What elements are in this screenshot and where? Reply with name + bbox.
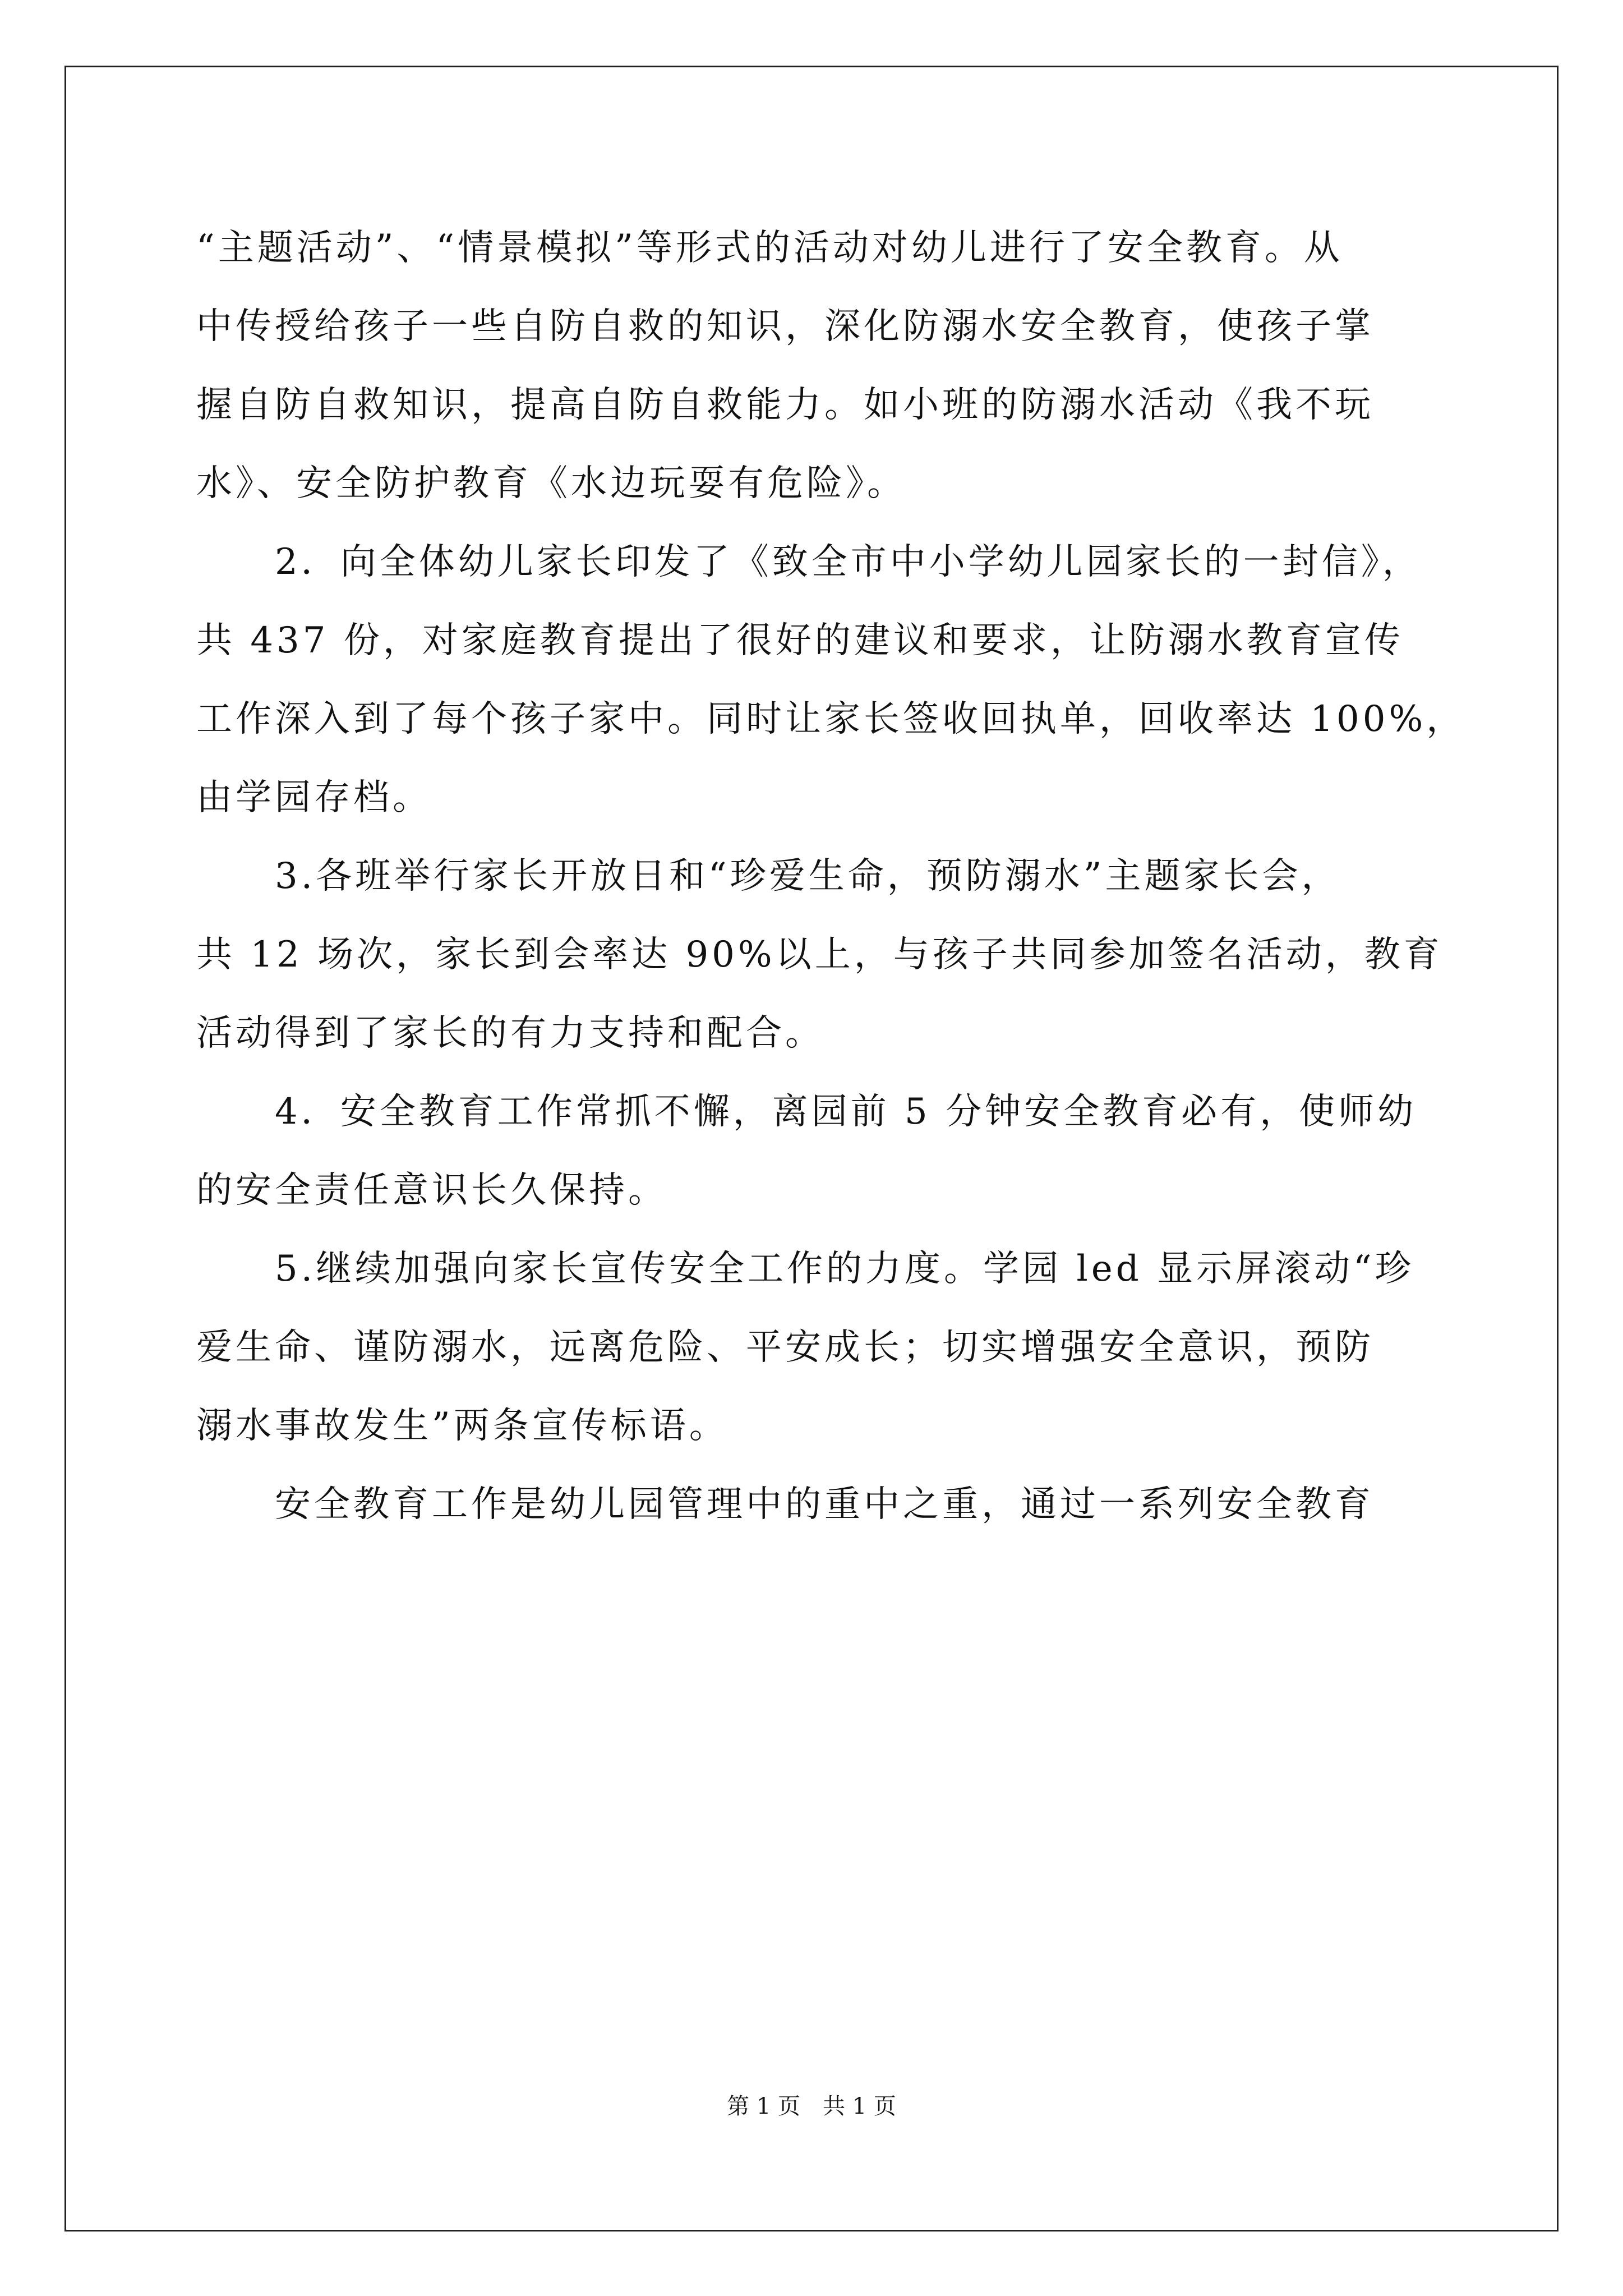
page-number-footer: 第 1 页 共 1 页	[727, 2093, 896, 2119]
text-line: 水》、安全防护教育《水边玩耍有危险》。	[196, 463, 906, 504]
text-line: 溺水事故发生”两条宣传标语。	[196, 1405, 728, 1447]
text-line: 安全教育工作是幼儿园管理中的重中之重，通过一系列安全教育	[275, 1484, 1374, 1525]
text-line: 爱生命、谨防溺水，远离危险、平安成长；切实增强安全意识，预防	[196, 1327, 1374, 1368]
text-line: 共 437 份，对家庭教育提出了很好的建议和要求，让防溺水教育宣传	[196, 620, 1404, 661]
text-line: “主题活动”、“情景模拟”等形式的活动对幼儿进行了安全教育。从	[196, 227, 1343, 269]
text-line: 由学园存档。	[196, 777, 432, 818]
text-line: 3.各班举行家长开放日和“珍爱生命，预防溺水”主题家长会，	[275, 855, 1341, 897]
text-line: 4．安全教育工作常抓不懈，离园前 5 分钟安全教育必有，使师幼	[275, 1091, 1417, 1133]
text-line: 活动得到了家长的有力支持和配合。	[196, 1013, 824, 1054]
text-line: 握自防自救知识，提高自防自救能力。如小班的防溺水活动《我不玩	[196, 384, 1374, 426]
text-line: 2．向全体幼儿家长印发了《致全市中小学幼儿园家长的一封信》，	[275, 541, 1422, 583]
text-line: 5.继续加强向家长宣传安全工作的力度。学园 led 显示屏滚动“珍	[275, 1248, 1414, 1290]
text-line: 共 12 场次，家长到会率达 90%以上，与孩子共同参加签名活动，教育	[196, 934, 1443, 976]
text-line: 工作深入到了每个孩子家中。同时让家长签收回执单，回收率达 100%，	[196, 698, 1466, 740]
text-line: 的安全责任意识长久保持。	[196, 1170, 667, 1211]
text-line: 中传授给孩子一些自防自救的知识，深化防溺水安全教育，使孩子掌	[196, 306, 1374, 347]
